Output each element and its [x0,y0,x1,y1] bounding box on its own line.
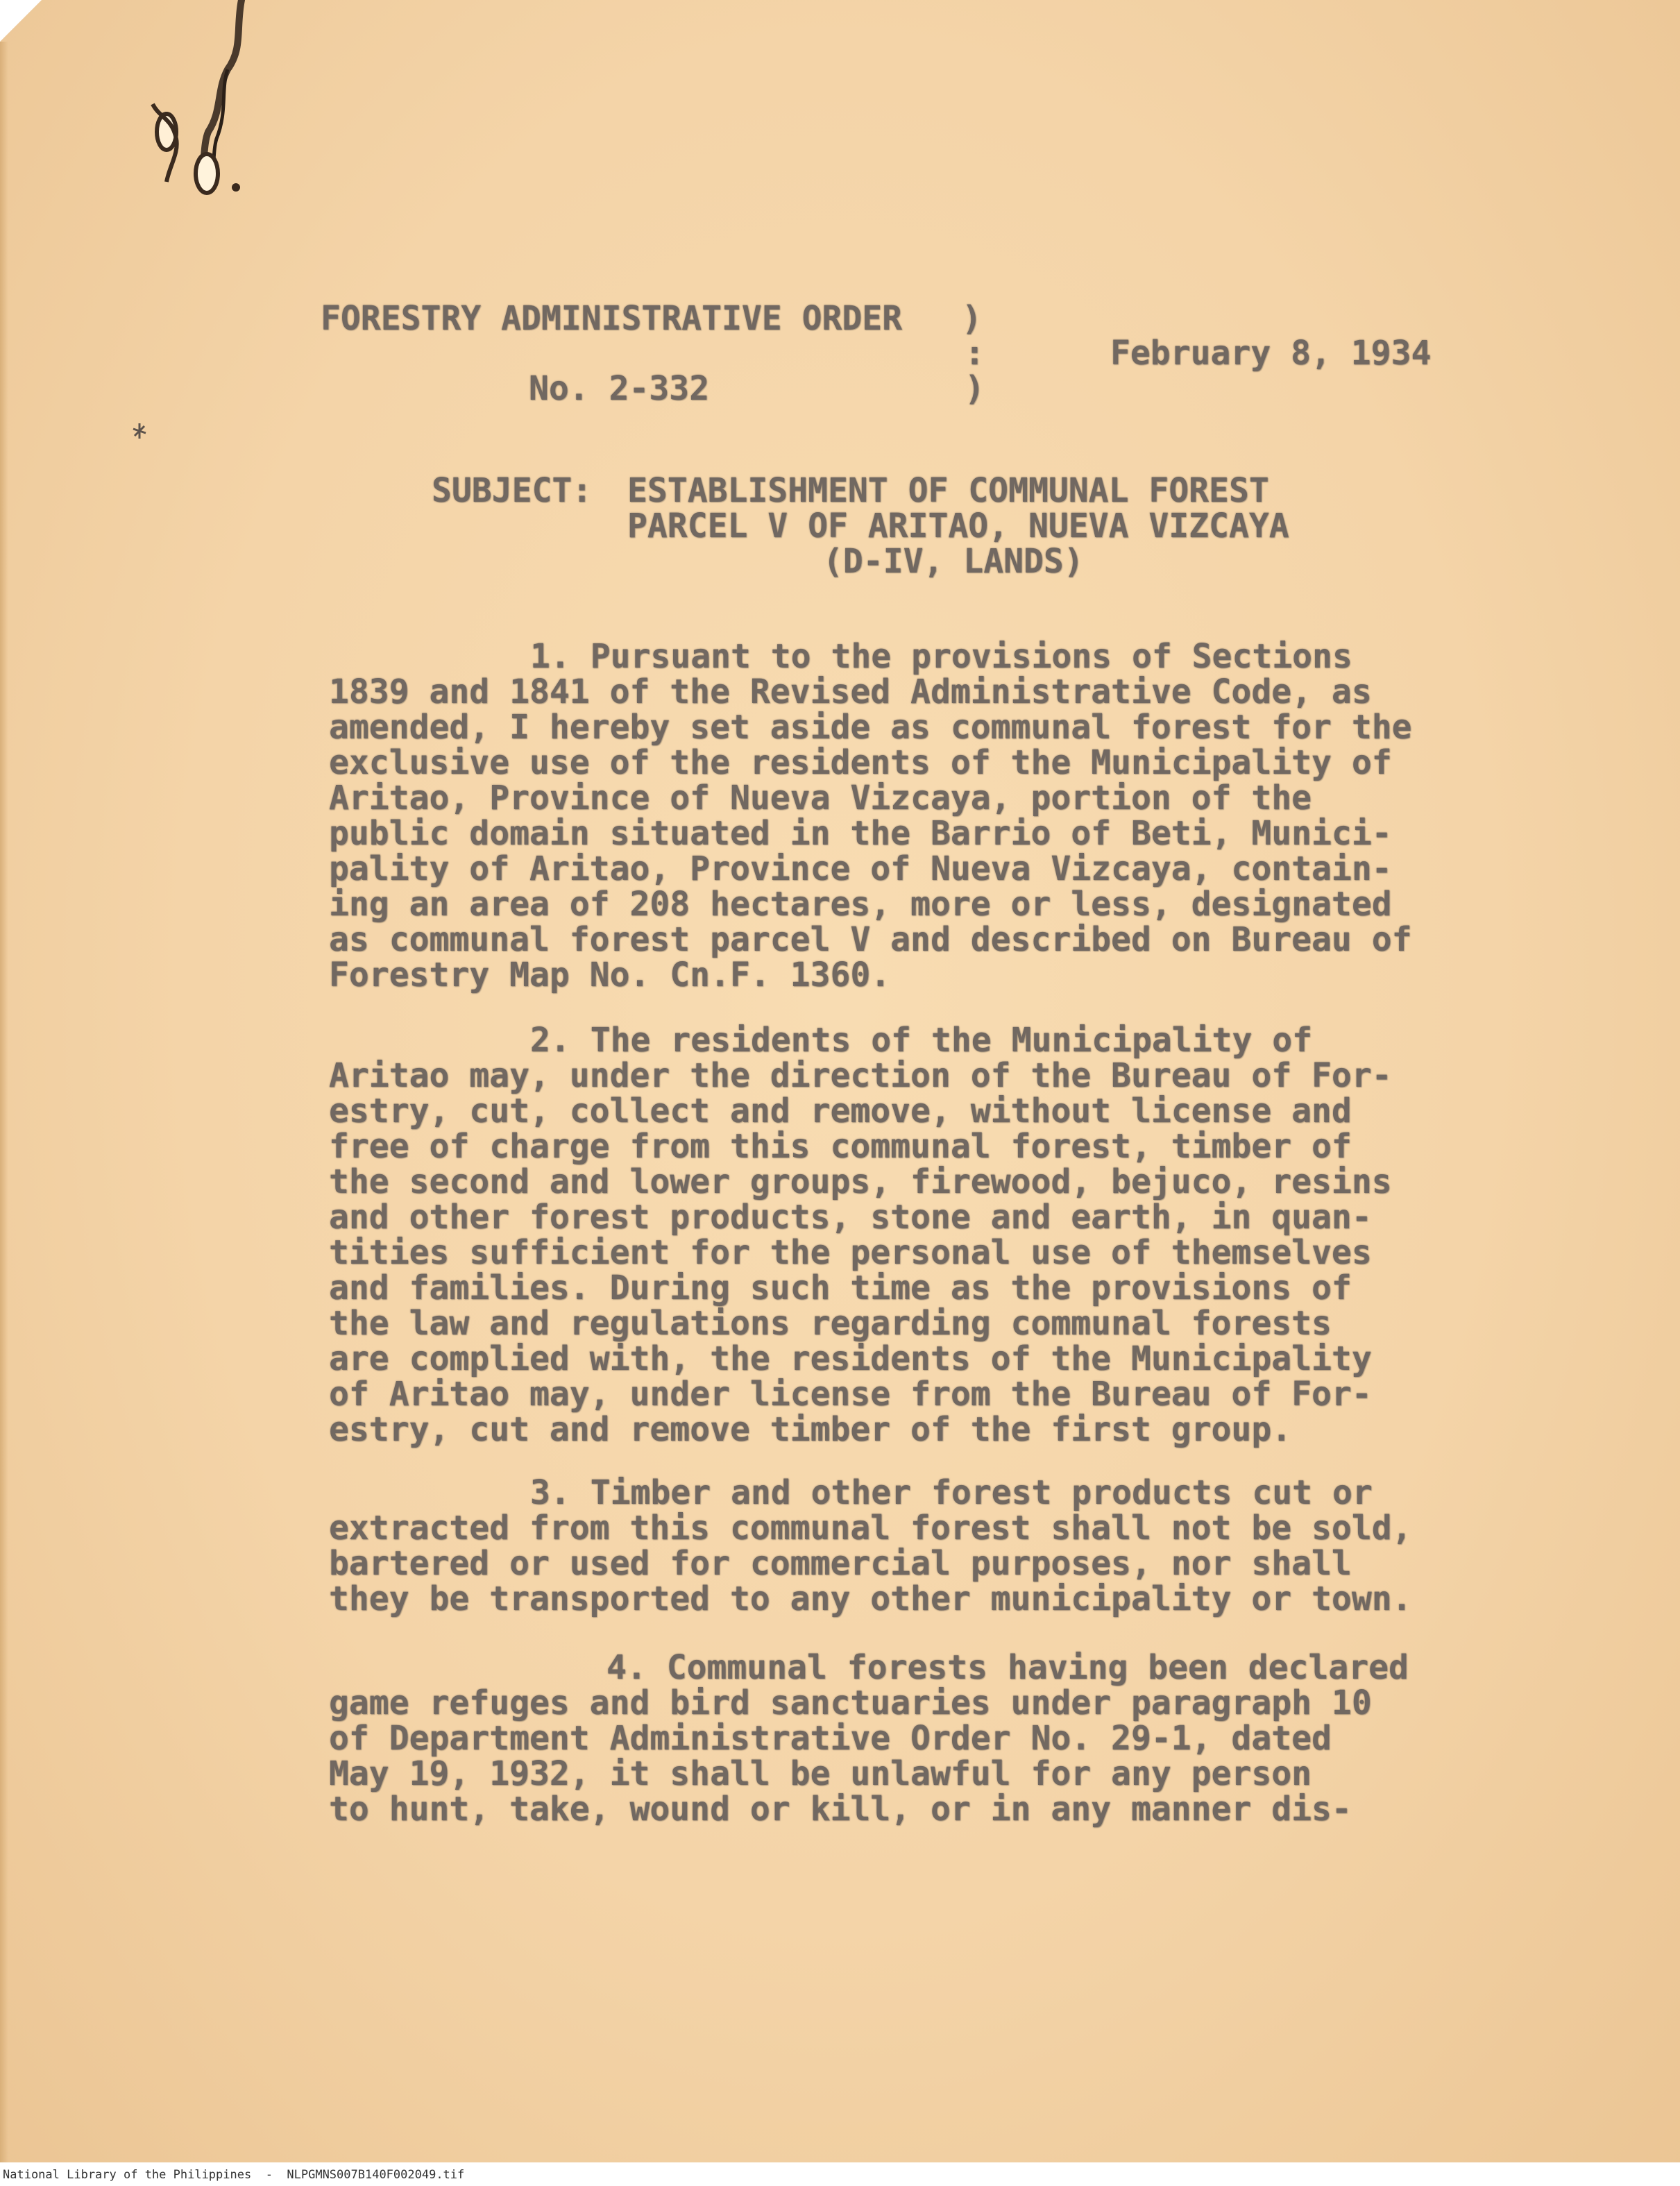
paragraph-line: bartered or used for commercial purposes, nor shall [329,1544,1352,1583]
paragraph-line: the second and lower groups, firewood, bejuco, resins [329,1162,1392,1201]
paragraph-line: tities sufficient for the personal use of themselves [329,1233,1372,1272]
paragraph-line: and families. During such time as the provisions of [329,1269,1352,1307]
paragraph-line: Aritao, Province of Nueva Vizcaya, portion of the [329,779,1312,817]
paragraph-line: the law and regulations regarding communal forests [329,1304,1332,1343]
scan-credit-text: National Library of the Philippines - NLPGMNS007B140F002049.tif [3,2168,465,2182]
paragraph-4 [329,1650,1409,1827]
paragraph-line: amended, I hereby set aside as communal forest for the [329,708,1412,747]
paragraph-line: pality of Aritao, Province of Nueva Vizcaya, contain- [329,849,1392,888]
bracket-bottom: ) [965,369,985,408]
page-edge-shading [0,42,8,2165]
paragraph-line: and other forest products, stone and earth, in quan- [329,1198,1372,1237]
order-date: February 8, 1934 [1110,334,1432,373]
paragraph-line: of Department Administrative Order No. 29-1, dated [329,1719,1332,1758]
subject-line: (D-IV, LANDS) [823,542,1084,581]
paragraph-line: free of charge from this communal forest, timber of [329,1127,1352,1166]
paragraph-line: extracted from this communal forest shall not be sold, [329,1509,1412,1548]
paragraph-3 [329,1475,1412,1617]
paragraph-line: public domain situated in the Barrio of Beti, Munici- [329,814,1392,853]
paragraph-2 [329,1023,1392,1448]
subject-block [627,473,1289,579]
subject-label: SUBJECT: [432,471,593,510]
subject-line: ESTABLISHMENT OF COMMUNAL FOREST [627,471,1269,510]
paragraph-line: Aritao may, under the direction of the Bureau of For- [329,1056,1392,1095]
paragraph-line: 1. Pursuant to the provisions of Sections [530,637,1352,676]
paragraph-line: are complied with, the residents of the Municipality [329,1339,1372,1378]
paragraph-line: game refuges and bird sanctuaries under paragraph 10 [329,1684,1372,1722]
paragraph-line: 1839 and 1841 of the Revised Administrative Code, as [329,672,1372,711]
paragraph-line: exclusive use of the residents of the Municipality of [329,743,1392,782]
paragraph-line: May 19, 1932, it shall be unlawful for any person [329,1754,1312,1793]
order-title: FORESTRY ADMINISTRATIVE ORDER [321,299,903,338]
subject-line: PARCEL V OF ARITAO, NUEVA VIZCAYA [627,507,1289,545]
paragraph-line: of Aritao may, under license from the Bureau of For- [329,1375,1372,1414]
paragraph-line: to hunt, take, wound or kill, or in any manner dis- [329,1790,1352,1829]
paragraph-line: estry, cut, collect and remove, without license and [329,1092,1352,1130]
ink-speck-mark [129,421,150,441]
staple-damage-mark [139,0,250,201]
paragraph-line: 2. The residents of the Municipality of [530,1021,1313,1060]
paragraph-line: ing an area of 208 hectares, more or less, designated [329,885,1392,924]
paragraph-line: 4. Communal forests having been declared [606,1648,1409,1687]
bracket-top: ) [962,299,982,338]
paragraph-line: 3. Timber and other forest products cut or [530,1473,1373,1512]
order-number: No. 2-332 [529,369,710,408]
paragraph-1 [329,639,1412,993]
bracket-middle: : [965,334,985,373]
paragraph-line: Forestry Map No. Cn.F. 1360. [329,956,891,994]
paragraph-line: estry, cut and remove timber of the first group. [329,1410,1292,1449]
paragraph-line: they be transported to any other municipality or town. [329,1579,1412,1618]
torn-corner [0,0,42,42]
paragraph-line: as communal forest parcel V and described on Bureau of [329,920,1412,959]
